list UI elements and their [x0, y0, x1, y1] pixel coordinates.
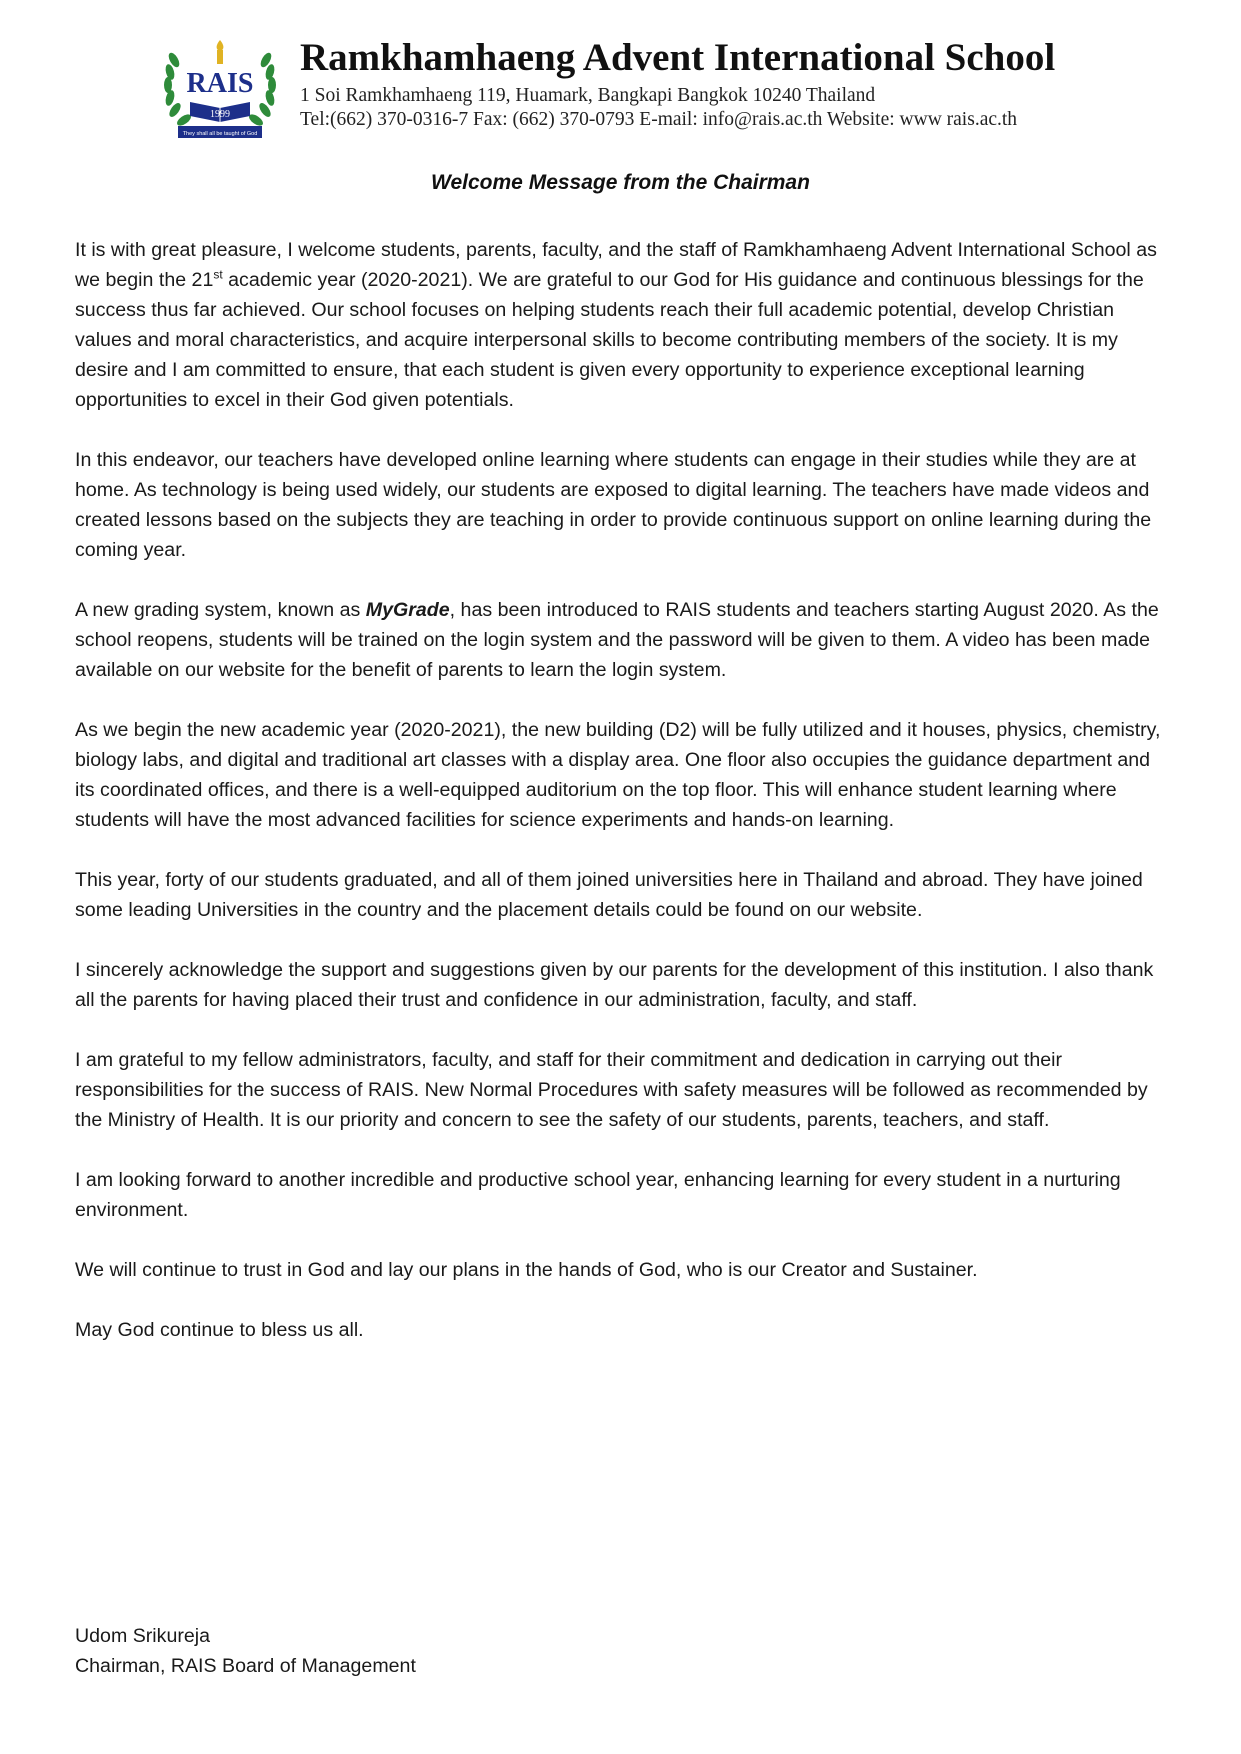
- school-crest-logo: [160, 38, 280, 140]
- paragraph-5: This year, forty of our students graduated, and all of them joined universities here in Thailand and abroad. They have joined some leading Universities in the country and the placement details could be found on our website.: [75, 869, 1143, 921]
- letter-body: [75, 235, 1175, 1375]
- letterhead: [160, 32, 1160, 142]
- paragraph-6: I sincerely acknowledge the support and suggestions given by our parents for the development of this institution. I also thank all the parents for having placed their trust and confidence in our administration, faculty, and staff.: [75, 959, 1154, 1011]
- ordinal-superscript: st: [213, 267, 223, 282]
- paragraph-9: We will continue to trust in God and lay our plans in the hands of God, who is our Creator and Sustainer.: [75, 1259, 978, 1281]
- logo-motto: They shall all be taught of God: [182, 131, 258, 137]
- signatory-role: Chairman, RAIS Board of Management: [75, 1655, 416, 1677]
- school-address: 1 Soi Ramkhamhaeng 119, Huamark, Bangkapi Bangkok 10240 Thailand: [300, 85, 876, 106]
- paragraph-1: [75, 235, 1175, 415]
- paragraph-1-text-b: academic year (2020-2021). We are grateful to our God for His guidance and continuous blessings for the success thus far achieved. Our school focuses on helping students reach their full academic potential, develop Christian values and moral characteristics, and acquire interpersonal skills to become contributing members of the society. It is my desire and I am committed to ensure, that each student is given every opportunity to experience exceptional learning opportunities to excel in their God given potentials.: [75, 269, 1144, 411]
- paragraph-3-text-b: , has been introduced to RAIS students and teachers starting August 2020. As the school reopens, students will be trained on the login system and the password will be given to them. A video has been made available on our website for the benefit of parents to learn the login system.: [75, 599, 1159, 681]
- paragraph-4: As we begin the new academic year (2020-2021), the new building (D2) will be fully utilized and it houses, physics, chemistry, biology labs, and digital and traditional art classes with a display area. One floor also occupies the guidance department and its coordinated offices, and there is a well-equipped auditorium on the top floor. This will enhance student learning where students will have the most advanced facilities for science experiments and hands-on learning.: [75, 719, 1161, 831]
- logo-initials: RAIS: [186, 68, 254, 99]
- mygrade-emphasis: MyGrade: [365, 599, 450, 621]
- signatory-name: Udom Srikureja: [75, 1625, 211, 1647]
- school-name: Ramkhamhaeng Advent International School: [300, 36, 1056, 79]
- logo-year: 1999: [210, 109, 230, 120]
- paragraph-8: I am looking forward to another incredible and productive school year, enhancing learning for every student in a nurturing environment.: [75, 1169, 1121, 1221]
- school-contact: Tel:(662) 370-0316-7 Fax: (662) 370-0793 E-mail: info@rais.ac.th Website: www rais.ac.th: [300, 109, 1018, 130]
- paragraph-2: In this endeavor, our teachers have developed online learning where students can engage in their studies while they are at home. As technology is being used widely, our students are exposed to digital learning. The teachers have made videos and created lessons based on the subjects they are teaching in order to provide continuous support on online learning during the coming year.: [75, 449, 1152, 561]
- org-info: [300, 32, 1160, 132]
- paragraph-10: May God continue to bless us all.: [75, 1319, 364, 1341]
- paragraph-7: I am grateful to my fellow administrators, faculty, and staff for their commitment and dedication in carrying out their responsibilities for the success of RAIS. New Normal Procedures with safety measures will be followed as recommended by the Ministry of Health. It is our priority and concern to see the safety of our students, parents, teachers, and staff.: [75, 1049, 1148, 1131]
- paragraph-1-text-a: It is with great pleasure, I welcome students, parents, faculty, and the staff of Ramkhamhaeng Advent International School as we begin the 21: [75, 239, 1157, 291]
- paragraph-3: [75, 595, 1175, 685]
- paragraph-3-text-a: A new grading system, known as: [75, 599, 366, 621]
- signature-block: [75, 1621, 416, 1681]
- document-title: Welcome Message from the Chairman: [431, 171, 810, 194]
